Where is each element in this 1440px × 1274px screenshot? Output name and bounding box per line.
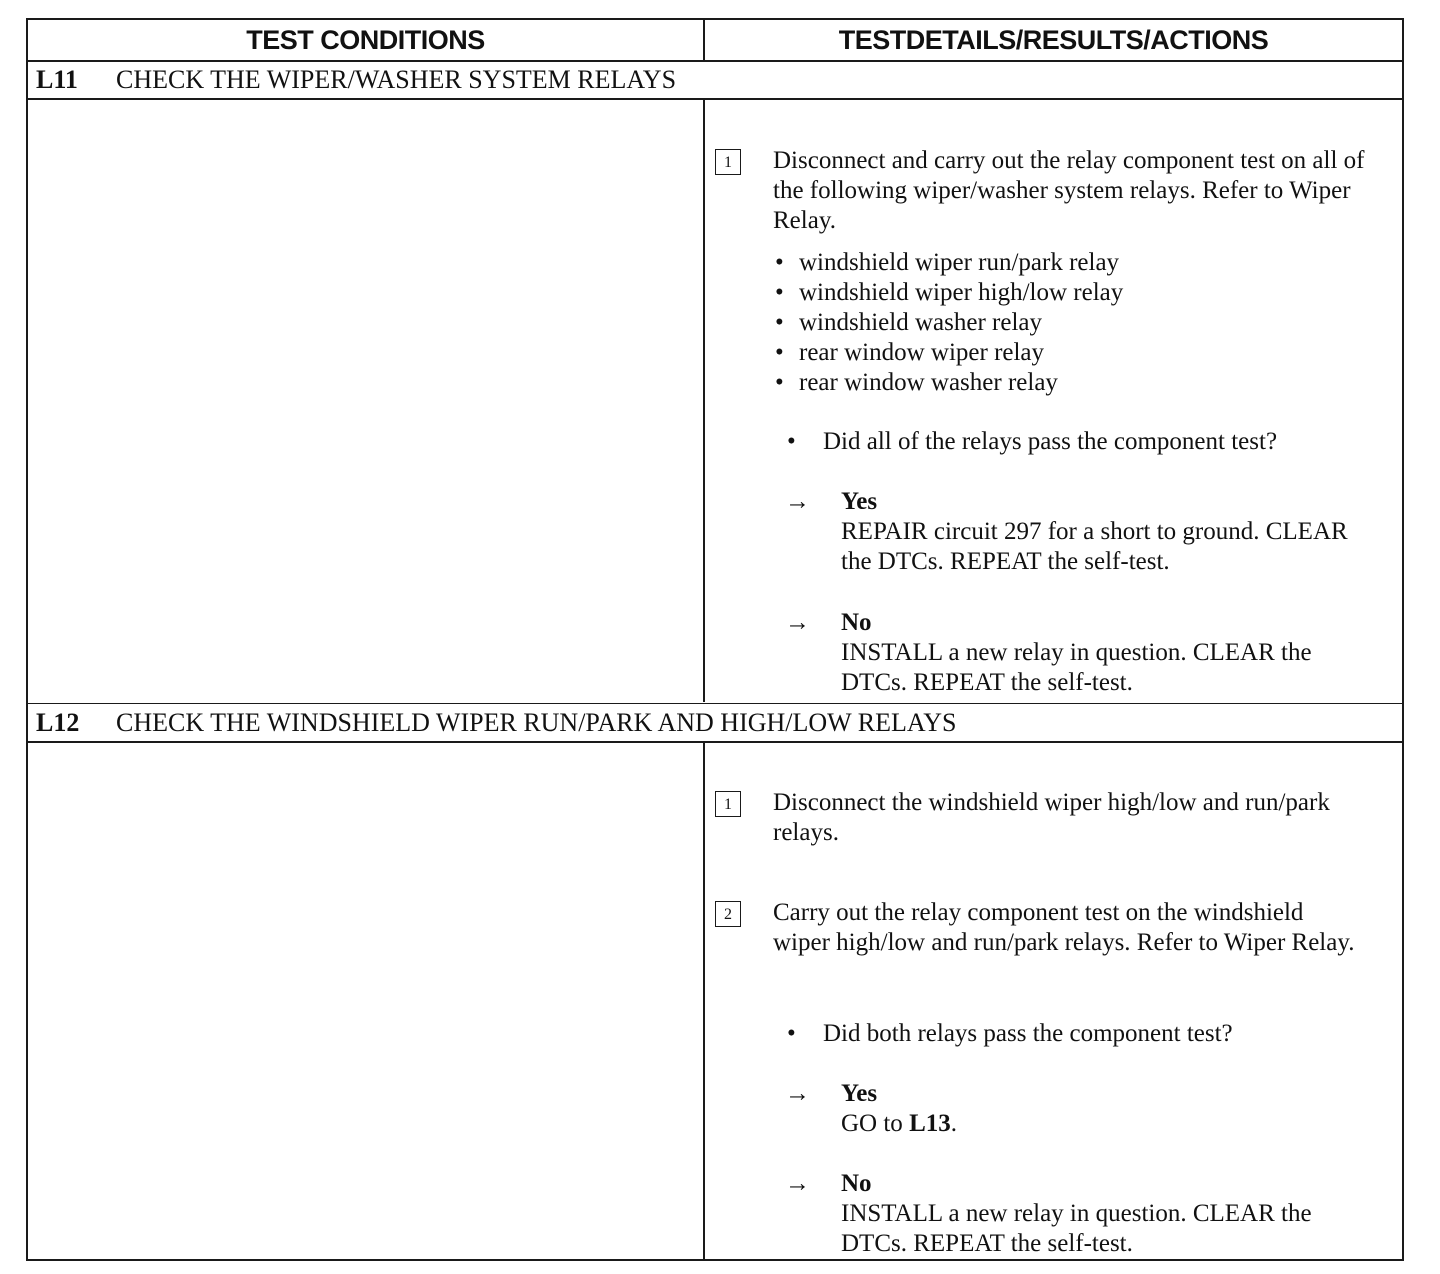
question: [787, 427, 1277, 457]
answer-yes: [785, 1079, 957, 1139]
test-details-cell: [705, 743, 1402, 1259]
list-item: • windshield wiper high/low relay: [775, 278, 1123, 308]
step-number-box: 2: [715, 901, 741, 927]
question-text: Did both relays pass the component test?: [823, 1020, 1233, 1047]
test-details-cell: [705, 100, 1402, 702]
step-1: [715, 146, 1385, 236]
answer-label: Yes: [841, 1080, 878, 1107]
header-test-details: TESTDETAILS/RESULTS/ACTIONS: [838, 25, 1269, 55]
answer-text: INSTALL a new relay in question. CLEAR the DTCs. REPEAT the self-test.: [841, 1200, 1312, 1257]
step-text: Disconnect and carry out the relay component test on all of the following wiper/washer system relays. Refer to Wiper Relay.: [773, 147, 1365, 234]
answer-no: [785, 1169, 1381, 1259]
step-2: [715, 898, 1385, 958]
answer-text: [841, 1109, 957, 1139]
answer-text: INSTALL a new relay in question. CLEAR the DTCs. REPEAT the self-test.: [841, 639, 1312, 696]
answer-label: Yes: [841, 488, 878, 515]
list-item: • windshield wiper run/park relay: [775, 248, 1123, 278]
test-conditions-cell: [28, 743, 705, 1259]
section-title-l12: [28, 703, 1402, 743]
section-body-l11: [28, 100, 1402, 702]
arrow-right-icon: →: [785, 1170, 810, 1197]
section-code: L11: [36, 65, 78, 94]
answer-no: [785, 608, 1381, 698]
answer-text-prefix: GO to: [841, 1110, 910, 1137]
section-code: L12: [36, 708, 80, 737]
section-title-l11: [28, 60, 1402, 100]
test-table: [26, 18, 1404, 1261]
answer-label: No: [841, 1170, 872, 1197]
answer-label: No: [841, 609, 872, 636]
arrow-right-icon: →: [785, 488, 810, 515]
table-header: [28, 20, 1402, 62]
answer-text-suffix: .: [950, 1110, 957, 1137]
section-heading: CHECK THE WINDSHIELD WIPER RUN/PARK AND HIGH/LOW RELAYS: [116, 708, 957, 737]
question: [787, 1019, 1233, 1049]
bullet-icon: •: [787, 428, 796, 455]
step-text: Disconnect the windshield wiper high/low and run/park relays.: [773, 789, 1330, 846]
question-text: Did all of the relays pass the component test?: [823, 428, 1278, 455]
relay-list: [775, 248, 1123, 398]
header-test-conditions: TEST CONDITIONS: [28, 20, 705, 60]
list-item: • rear window wiper relay: [775, 338, 1123, 368]
arrow-right-icon: →: [785, 609, 810, 636]
step-number-box: 1: [715, 149, 741, 175]
section-heading: CHECK THE WIPER/WASHER SYSTEM RELAYS: [116, 65, 677, 94]
answer-yes: [785, 487, 1371, 577]
answer-text: REPAIR circuit 297 for a short to ground. CLEAR the DTCs. REPEAT the self-test.: [841, 518, 1348, 575]
section-body-l12: [28, 743, 1402, 1259]
bullet-icon: •: [787, 1020, 796, 1047]
step-1: [715, 788, 1385, 848]
list-item: • rear window washer relay: [775, 368, 1123, 398]
step-number-box: 1: [715, 791, 741, 817]
list-item: • windshield washer relay: [775, 308, 1123, 338]
step-text: Carry out the relay component test on the windshield wiper high/low and run/park relays. Refer to Wiper Relay.: [773, 899, 1355, 956]
arrow-right-icon: →: [785, 1080, 810, 1107]
goto-target: L13: [909, 1110, 951, 1137]
test-conditions-cell: [28, 100, 705, 702]
